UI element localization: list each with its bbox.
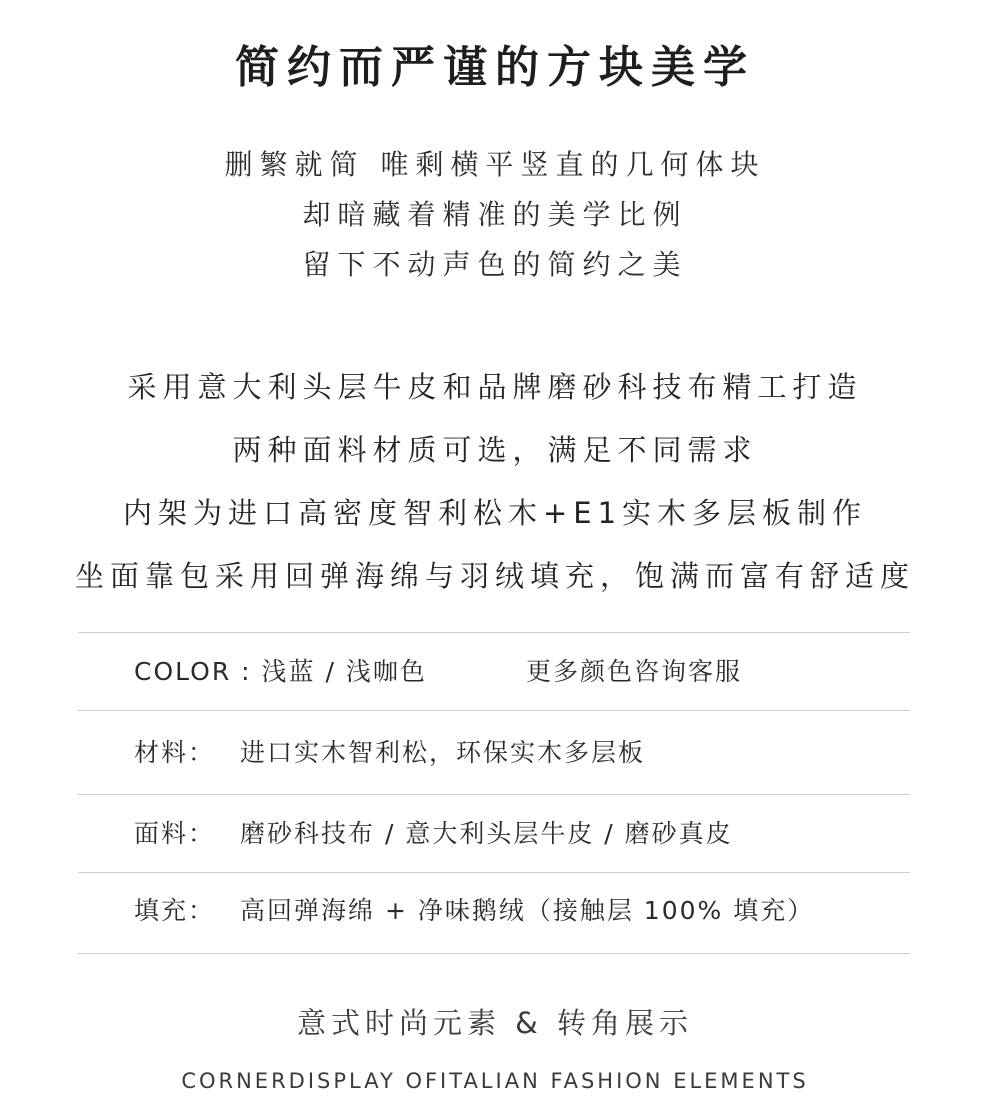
spec-row-material bbox=[78, 711, 910, 794]
divider bbox=[78, 953, 910, 954]
spec-row-fabric bbox=[78, 795, 910, 872]
tagline-line: 却暗藏着精准的美学比例 bbox=[302, 198, 688, 231]
filling-value: 高回弹海绵 + 净味鹅绒（接触层 100% 填充） bbox=[240, 896, 815, 925]
description-block bbox=[0, 356, 990, 608]
description-line: 坐面靠包采用回弹海绵与羽绒填充，饱满而富有舒适度 bbox=[74, 559, 915, 593]
material-value: 进口实木智利松，环保实木多层板 bbox=[240, 738, 646, 767]
filling-label: 填充： bbox=[134, 896, 216, 925]
tagline-block bbox=[0, 140, 990, 290]
tagline-line: 留下不动声色的简约之美 bbox=[302, 248, 688, 281]
description-line: 内架为进口高密度智利松木+E1实木多层板制作 bbox=[122, 496, 868, 530]
color-note: 更多颜色咨询客服 bbox=[526, 657, 743, 686]
page-title: 简约而严谨的方块美学 bbox=[235, 42, 755, 93]
section-heading: 意式时尚元素 & 转角展示 bbox=[296, 1006, 694, 1040]
spec-row-filling bbox=[78, 873, 910, 953]
spec-row-color bbox=[78, 633, 910, 710]
fabric-value: 磨砂科技布 / 意大利头层牛皮 / 磨砂真皮 bbox=[240, 819, 733, 848]
color-label: COLOR : 浅蓝 / 浅咖色 bbox=[134, 657, 427, 686]
tagline-line: 删繁就简 唯剩横平竖直的几何体块 bbox=[224, 148, 766, 181]
material-label: 材料： bbox=[134, 738, 216, 767]
section-subheading: CORNERDISPLAY OFITALIAN FASHION ELEMENTS bbox=[181, 1069, 809, 1093]
fabric-label: 面料： bbox=[134, 819, 216, 848]
description-line: 采用意大利头层牛皮和品牌磨砂科技布精工打造 bbox=[127, 370, 863, 404]
description-line: 两种面料材质可选，满足不同需求 bbox=[232, 433, 758, 467]
spec-table bbox=[78, 632, 910, 954]
